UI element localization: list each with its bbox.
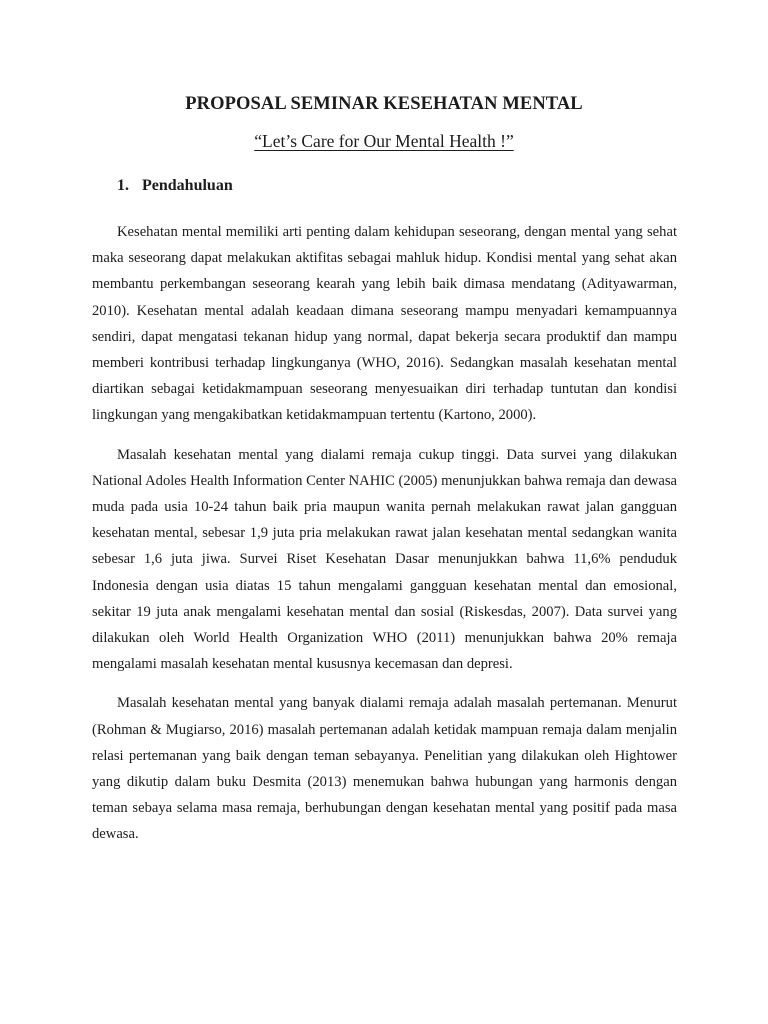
paragraph-1: Kesehatan mental memiliki arti penting dalam kehidupan seseorang, dengan mental yang sehat maka seseorang dapat melakukan aktifitas sebagai mahluk hidup. Kondisi mental yang sehat akan membantu perkembangan seseorang kearah yang lebih baik dimasa mendatang (Adityawarman, 2010). Kesehatan mental adalah keadaan dimana seseorang mampu menyadari kemampuannya sendiri, dapat mengatasi tekanan hidup yang normal, dapat bekerja secara produktif dan mampu memberi kontribusi terhadap lingkunganya (WHO, 2016). Sedangkan masalah kesehatan mental diartikan sebagai ketidakmampuan seseorang menyesuaikan diri terhadap tuntutan dan kondisi lingkungan yang mengakibatkan ketidakmampuan tertentu (Kartono, 2000). <box>92 224 677 424</box>
paragraph-2: Masalah kesehatan mental yang dialami remaja cukup tinggi. Data survei yang dilakukan National Adoles Health Information Center NAHIC (2005) menunjukkan bahwa remaja dan dewasa muda pada usia 10-24 tahun baik pria maupun wanita pernah melakukan rawat jalan gangguan kesehatan mental, sebesar 1,9 juta pria melakukan rawat jalan kesehatan mental sedangkan wanita sebesar 1,6 juta jiwa. Survei Riset Kesehatan Dasar menunjukkan bahwa 11,6% penduduk Indonesia dengan usia diatas 15 tahun mengalami gangguan kesehatan mental dan emosional, sekitar 19 juta anak mengalami kesehatan mental dan sosial (Riskesdas, 2007). Data survei yang dilakukan oleh World Health Organization WHO (2011) menunjukkan bahwa 20% remaja mengalami masalah kesehatan mental kususnya kecemasan dan depresi. <box>92 446 677 673</box>
paragraph-3: Masalah kesehatan mental yang banyak dialami remaja adalah masalah pertemanan. Menurut (Rohman & Mugiarso, 2016) masalah pertemanan adalah ketidak mampuan remaja dalam menjalin relasi pertemanan yang baik dengan teman sebayanya. Penelitian yang dilakukan oleh Hightower yang dikutip dalam buku Desmita (2013) menemukan bahwa hubungan yang harmonis dengan teman sebaya selama masa remaja, berhubungan dengan kesehatan mental yang positif pada masa dewasa. <box>92 695 677 843</box>
document-subtitle: “Let’s Care for Our Mental Health !” <box>254 131 514 151</box>
section-title: Pendahuluan <box>142 177 233 194</box>
section-number: 1. <box>117 177 129 194</box>
section-heading <box>117 177 233 195</box>
body-text <box>92 219 677 848</box>
document-title: PROPOSAL SEMINAR KESEHATAN MENTAL <box>185 94 583 114</box>
